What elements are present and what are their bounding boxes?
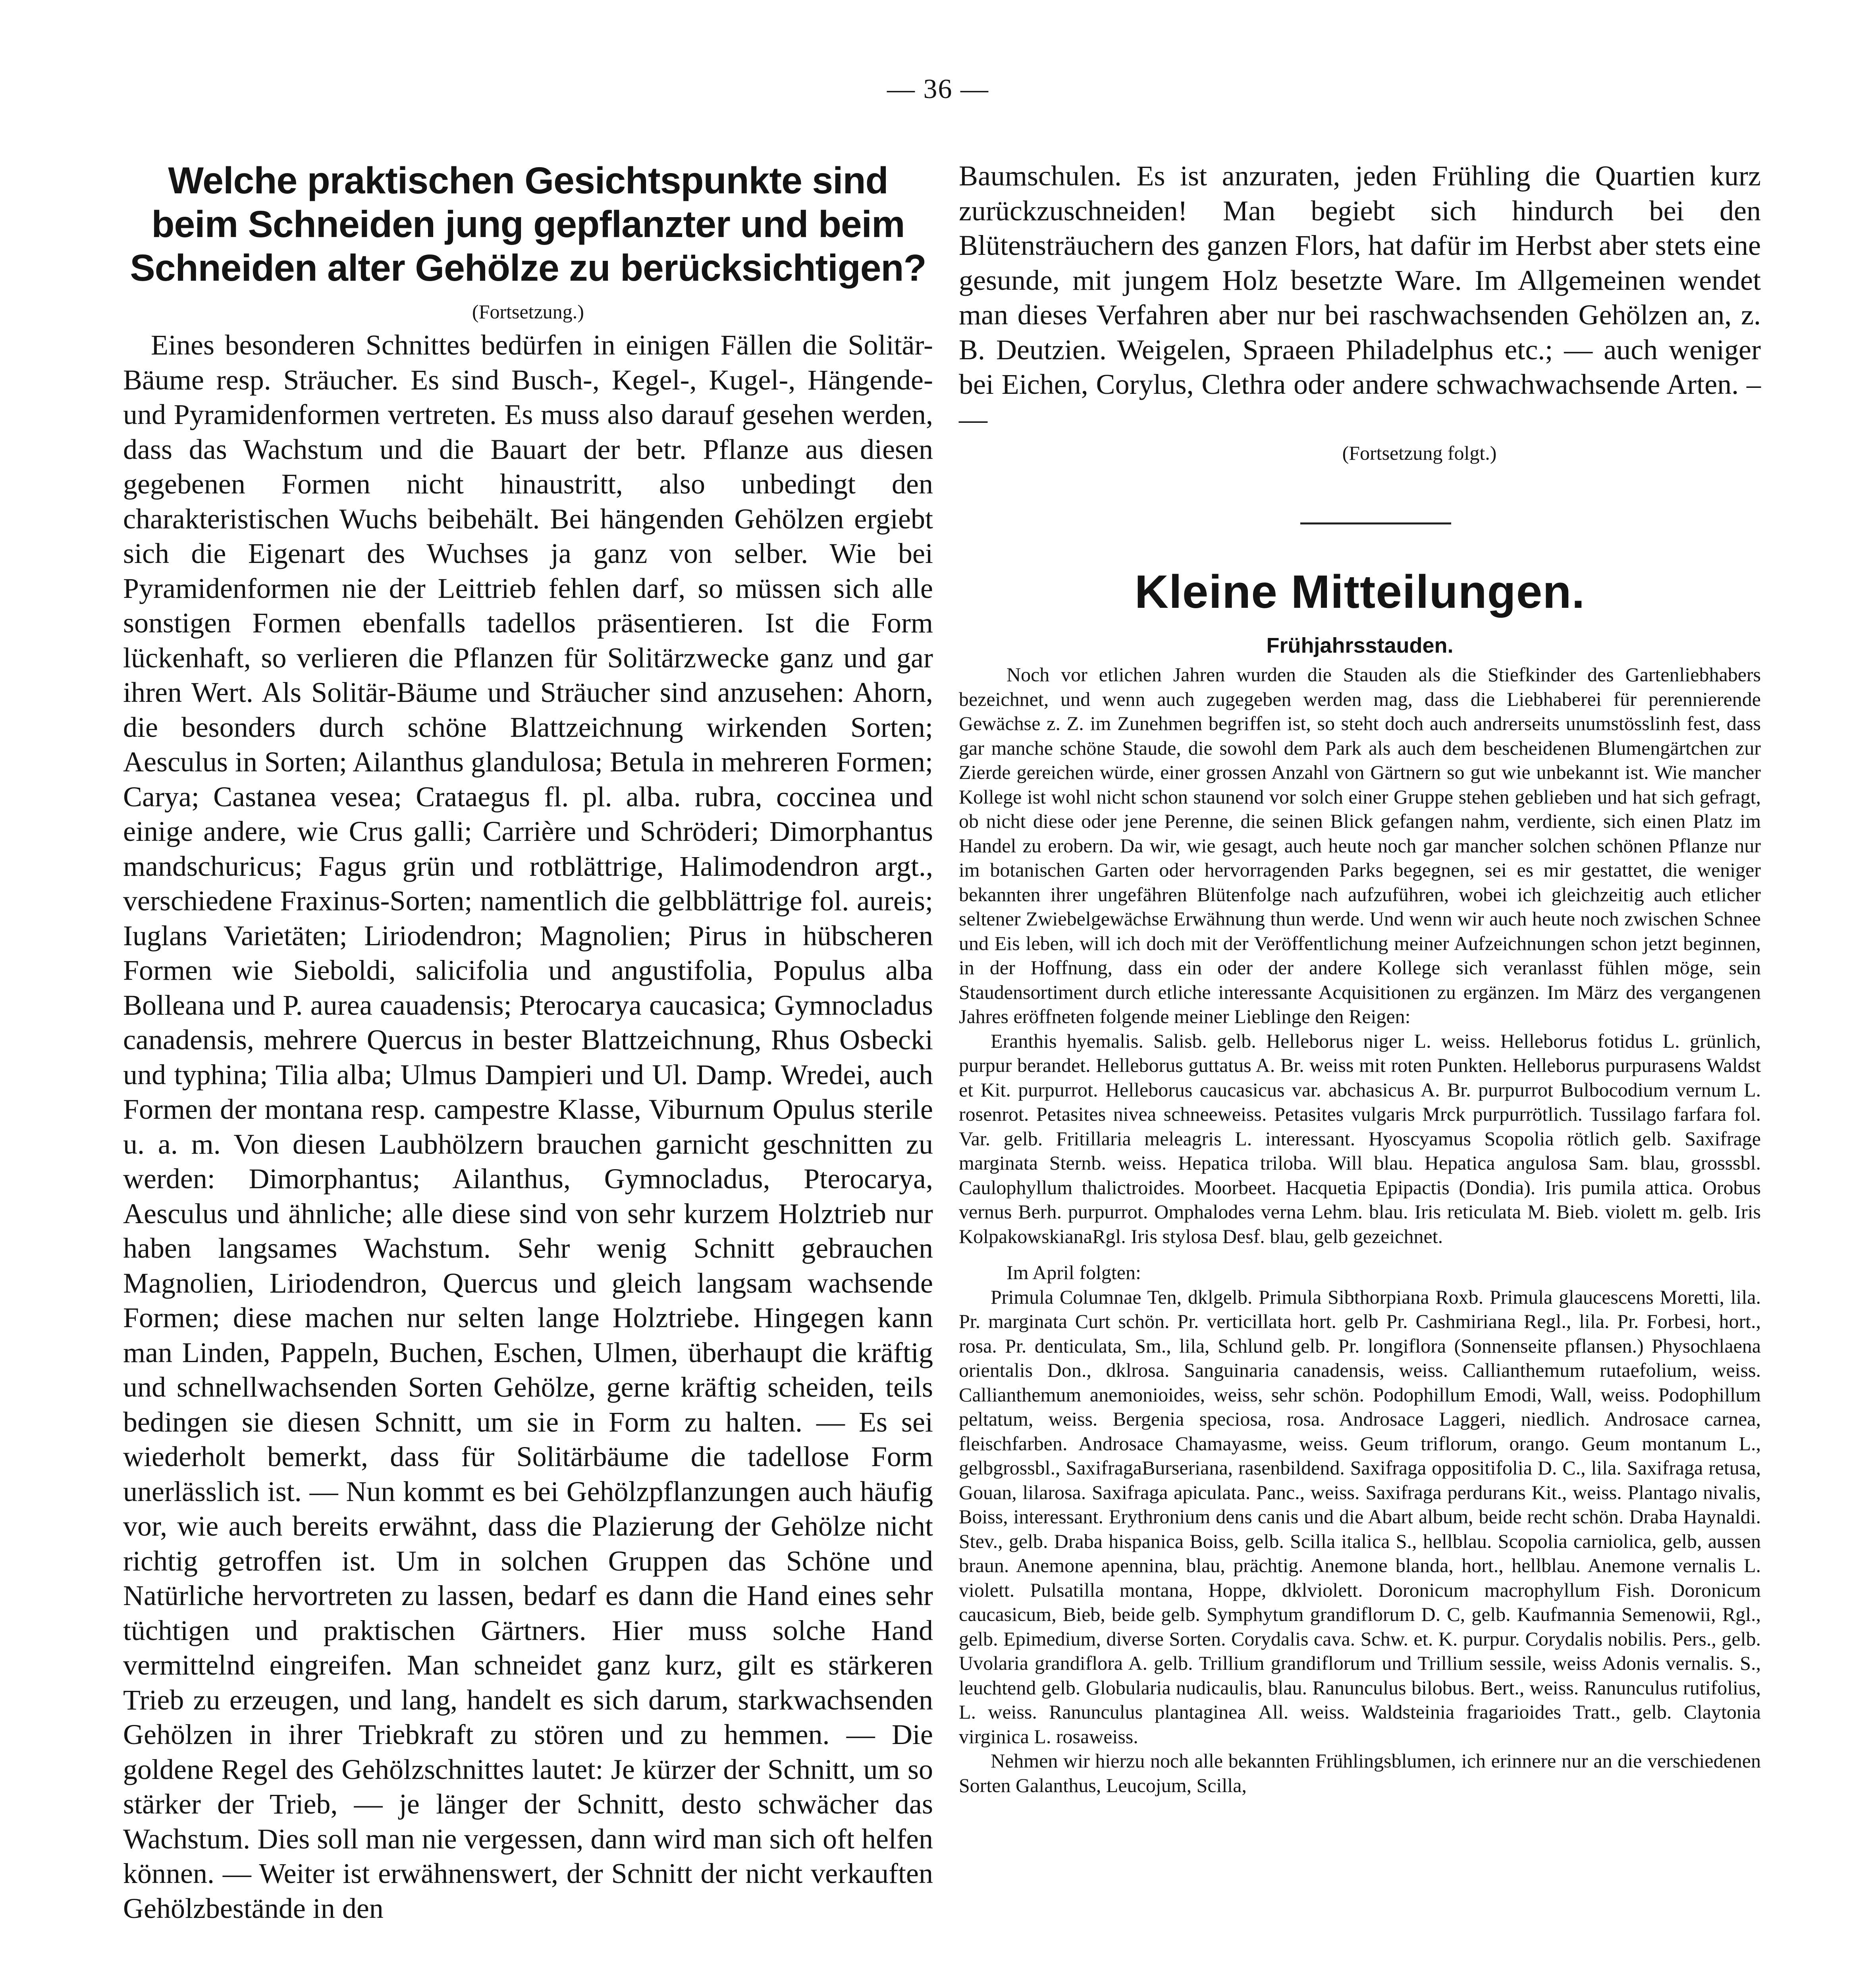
right-column bbox=[959, 159, 1761, 1798]
section-subtitle: Frühjahrsstauden. bbox=[1266, 634, 1454, 657]
article-body-left: Eines besonderen Schnittes bedürfen in einigen Fällen die Solitär-Bäume resp. Sträucher. Es sind Busch-, Kegel-, Kugel-, Hängende- und Pyramidenformen vertreten. Es muss also darauf gesehen werden, dass das Wachstum und die Bauart der betr. Pflanze aus diesen gegebenen Formen nicht hinaustritt, also unbedingt den charakteristischen Wuchs beibehält. Bei hängenden Gehölzen ergiebt sich die Eigenart des Wuchses ja ganz von selber. Wie bei Pyramidenformen nie der Leittrieb fehlen darf, so müssen sich alle sonstigen Formen ebenfalls tadellos präsentieren. Ist die Form lückenhaft, so verlieren die Pflanzen für Solitärzwecke ganz und gar ihren Wert. Als Solitär-Bäume und Sträucher sind anzusehen: Ahorn, die besonders durch schöne Blattzeichnung wirkenden Sorten; Aesculus in Sorten; Ailanthus glandulosa; Betula in mehreren Formen; Carya; Castanea vesea; Crataegus fl. pl. alba. rubra, coccinea und einige andere, wie Crus galli; Carrière und Schröderi; Dimorphantus mandschuricus; Fagus grün und rotblättrige, Halimodendron argt., verschiedene Fraxinus-Sorten; namentlich die gelbblättrige fol. aureis; Iuglans Varietäten; Liriodendron; Magnolien; Pirus in hübscheren Formen wie Sieboldi, salicifolia und angustifolia, Populus alba Bolleana und P. aurea cauadensis; Pterocarya caucasica; Gymnocladus canadensis, mehrere Quercus in bester Blattzeichnung, Rhus Osbecki und typhina; Tilia alba; Ulmus Dampieri und Ul. Damp. Wredei, auch Formen der montana resp. campestre Klasse, Viburnum Opulus sterile u. a. m. Von diesen Laubhölzern brauchen garnicht geschnitten zu werden: Dimorphantus; Ailanthus, Gymnocladus, Pterocarya, Aesculus und ähnliche; alle diese sind von sehr kurzem Holztrieb nur haben langsames Wachstum. Sehr wenig Schnitt gebrauchen Magnolien, Liriodendron, Quercus und gleich langsam wachsende Formen; diese machen nur selten lange Holztriebe. Hingegen kann man Linden, Pappeln, Buchen, Eschen, Ulmen, überhaupt die kräftig und schnellwachsenden Sorten Gehölze, gerne kräftig scheiden, teils bedingen sie diesen Schnitt, um sie in Form zu halten. — Es sei wiederholt bemerkt, dass für Solitärbäume die tadellose Form unerlässlich ist. — Nun kommt es bei Gehölzpflanzungen auch häufig vor, wie auch bereits erwähnt, dass die Plazierung der Gehölze nicht richtig getroffen ist. Um in solchen Gruppen das Schöne und Natürliche hervortreten zu lassen, bedarf es dann die Hand eines sehr tüchtigen und praktischen Gärtners. Hier muss solche Hand vermittelnd eingreifen. Man schneidet ganz kurz, gilt es stärkeren Trieb zu erzeugen, und lang, handelt es sich darum, starkwachsenden Gehölzen in ihrer Triebkraft zu stören und zu hemmen. — Die goldene Regel des Gehölzschnittes lautet: Je kürzer der Schnitt, um so stärker der Trieb, — je länger der Schnitt, desto schwächer das Wachstum. Dies soll man nie vergessen, dann wird man sich oft helfen können. — Weiter ist erwähnenswert, der Schnitt der nicht verkauften Gehölzbestände in den bbox=[123, 329, 933, 1924]
follow-note: (Fortsetzung folgt.) bbox=[1342, 442, 1497, 464]
article-body-right: Baumschulen. Es ist anzuraten, jeden Frühling die Quartien kurz zurückzuschneiden! Man begiebt sich hindurch bei den Blütensträuchern des ganzen Flors, hat dafür im Herbst aber stets eine gesunde, mit jungem Holz besetzte Ware. Im Allgemeinen wendet man dieses Verfahren aber nur bei raschwachsenden Gehölzen an, z. B. Deutzien. Weigelen, Spraeen Philadelphus etc.; — auch weniger bei Eichen, Corylus, Clethra oder andere schwachwachsende Arten. – — bbox=[959, 160, 1761, 435]
page-number: — 36 — bbox=[887, 74, 989, 104]
left-column bbox=[123, 159, 933, 1926]
continuation-note: (Fortsetzung.) bbox=[472, 301, 584, 323]
plant-list-march: Eranthis hyemalis. Salisb. gelb. Helleborus niger L. weiss. Helleborus fotidus L. grünlich, purpur berandet. Helleborus guttatus A. Br. weiss mit roten Punkten. Helleborus purpurasens Waldst et Kit. purpurrot. Helleborus caucasicus var. abchasicus A. Br. purpurrot Bulbocodium vernum L. rosenrot. Petasites nivea schneeweiss. Petasites vulgaris Mrck purpurrötlich. Tussilago farfara fol. Var. gelb. Fritillaria meleagris L. interessant. Hyoscyamus Scopolia rötlich gelb. Saxifrage marginata Sternb. weiss. Hepatica triloba. Will blau. Hepatica angulosa Sam. blau, grosssbl. Caulophyllum thalictroides. Moorbeet. Hacquetia Epipactis (Dondia). Iris pumila attica. Orobus vernus Berh. purpurrot. Omphalodes verna Lehm. blau. Iris reticulata M. Bieb. violett m. gelb. Iris KolpakowskianaRgl. Iris stylosa Desf. blau, gelb gezeichnet. bbox=[959, 1029, 1761, 1247]
plant-list-april: Primula Columnae Ten, dklgelb. Primula Sibthorpiana Roxb. Primula glaucescens Moretti, lila. Pr. marginata Curt schön. Pr. verticillata hort. gelb Pr. Cashmiriana Regl., lila. Pr. Forbesi, hort., rosa. Pr. denticulata, Sm., lila, Schlund gelb. Pr. longiflora (Sonnenseite pflansen.) Physochlaena orientalis Don., dklrosa. Sanguinaria canadensis, weiss. Callianthemum rutaefolium, weiss. Callianthemum anemonioides, weiss, sehr schön. Podophillum Emodi, Wall, weiss. Podophillum peltatum, weiss. Bergenia speciosa, rosa. Androsace Laggeri, niedlich. Androsace carnea, fleischfarben. Androsace Chamayasme, weiss. Geum triflorum, orango. Geum montanum L., gelbgrossbl., SaxifragaBurseriana, rasenbildend. Saxifraga oppositifolia D. C., lila. Saxifraga retusa, Gouan, lilarosa. Saxifraga apiculata. Panc., weiss. Saxifraga perdurans Kit., weiss. Plantago nivalis, Boiss, interessant. Erythronium dens canis und die Abart album, beide recht schön. Draba Haynaldi. Stev., gelb. Draba hispanica Boiss, gelb. Scilla italica S., hellblau. Scopolia carniolica, gelb, aussen braun. Anemone apennina, blau, prächtig. Anemone blanda, hort., hellblau. Anemone vernalis L. violett. Pulsatilla montana, Hoppe, dklviolett. Doronicum macrophyllum Fish. Doronicum caucasicum, Bieb, beide gelb. Symphytum grandiflorum D. C, gelb. Kaufmannia Semenowii, Rgl., gelb. Epimedium, diverse Sorten. Corydalis cava. Schw. et. K. purpur. Corydalis nobilis. Pers., gelb. Uvolaria grandiflora A. gelb. Trillium grandiflorum und Trillium sessile, weiss Adonis vernalis. S., leuchtend gelb. Globularia nudicaulis, blau. Ranunculus bilobus. Bert., weiss. Ranunculus rutifolius, L. weiss. Ranunculus plantagineа All. weiss. Waldsteinia fragarioides Tratt., gelb. Claytonia virginica L. rosaweiss. bbox=[959, 1285, 1761, 1748]
article-title: Welche praktischen Gesichtspunkte sind beim Schneiden jung gepflanzter und beim Schneiden alter Gehölze zu berücksichtigen? bbox=[130, 160, 926, 289]
april-intro: Im April folgten: bbox=[1006, 1261, 1141, 1284]
section-divider bbox=[1300, 522, 1451, 524]
section-closing: Nehmen wir hierzu noch alle bekannten Frühlingsblumen, ich erinnere nur an die verschiedenen Sorten Galanthus, Leucojum, Scilla, bbox=[959, 1750, 1761, 1796]
section-paragraph-intro: Noch vor etlichen Jahren wurden die Stauden als die Stiefkinder des Gartenliebhabers bezeichnet, und wenn auch zugegeben werden mag, dass die Liebhaberei für perennierende Gewächse z. Z. im Zunehmen begriffen ist, so steht doch auch andrerseits unumstösslinh fest, dass gar manche schöne Staude, die sowohl dem Park als auch dem bescheidenen Blumengärtchen zur Zierde gereichen würde, einer grossen Anzahl von Gärtnern so gut wie unbekannt ist. Wie mancher Kollege ist wohl nicht schon staunend vor solch einer Gruppe stehen geblieben und hat sich gefragt, ob nicht diese oder jene Perenne, die seinen Blick gefangen nahm, verdiente, sich einen Platz im Handel zu erobern. Da wir, wie gesagt, auch heute noch gar mancher solchen schönen Pflanze nur im botanischen Garten oder hervorragenden Parks begegnen, sei es mir gestattet, die weniger bekannten ihrer ungefähren Blütenfolge nach aufzuführen, wobei ich gleichzeitig auch etlicher seltener Zwiebelgewächse Erwähnung thun werde. Und wenn wir auch heute noch zwischen Schnee und Eis leben, will ich doch mit der Veröffentlichung meiner Aufzeichnungen schon jetzt beginnen, in der Hoffnung, dass ein oder der andere Kollege sich veranlasst fühlen möge, sein Staudensortiment durch etliche interessante Acquisitionen zu ergänzen. Im März des vergangenen Jahres eröffneten folgende meiner Lieblinge den Reigen: bbox=[959, 663, 1761, 1027]
section-title: Kleine Mitteilungen. bbox=[1134, 566, 1585, 618]
